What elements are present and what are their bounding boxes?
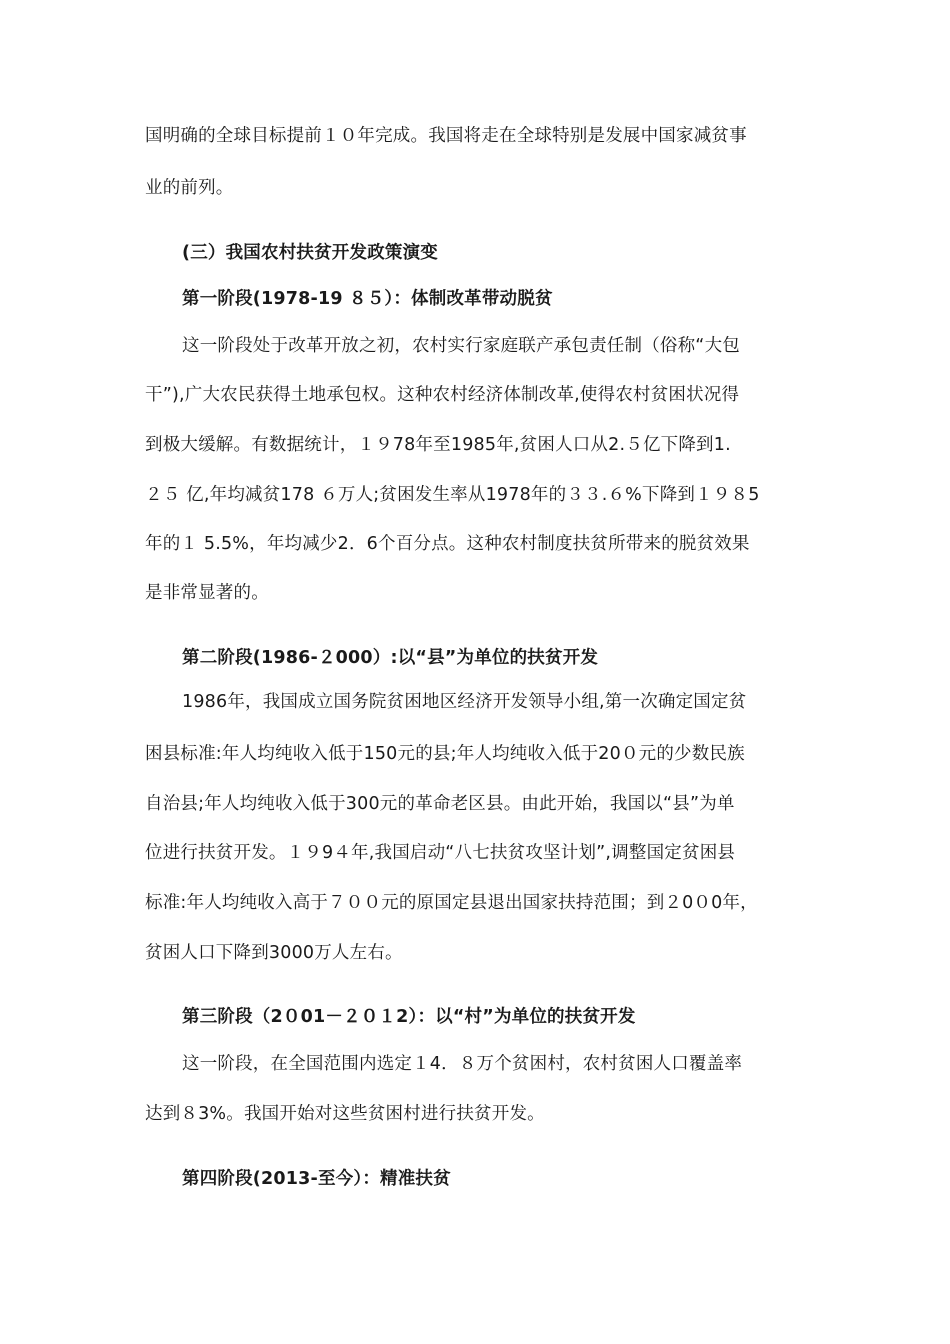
paragraph-line: 年的１ 5.5%，年均减少2．6个百分点。这种农村制度扶贫所带来的脱贫效果: [145, 534, 750, 554]
paragraph-line: 国明确的全球目标提前１０年完成。我国将走在全球特别是发展中国家减贫事: [145, 126, 747, 146]
paragraph-line: 标准:年人均纯收入高于７００元的原国定县退出国家扶持范围；到２0０0年，: [145, 893, 758, 913]
paragraph-line: 这一阶段处于改革开放之初，农村实行家庭联产承包责任制（俗称“大包: [182, 336, 740, 356]
section-heading: (三）我国农村扶贫开发政策演变: [182, 243, 438, 263]
paragraph-line: 位进行扶贫开发。１９9４年,我国启动“八七扶贫攻坚计划”,调整国定贫困县: [145, 843, 736, 863]
paragraph-line: 1986年，我国成立国务院贫困地区经济开发领导小组,第一次确定国定贫: [182, 692, 747, 712]
stage-heading: 第四阶段(2013-至今）：精准扶贫: [182, 1169, 451, 1189]
stage-heading: 第一阶段(1978-19 ８５）：体制改革带动脱贫: [182, 289, 553, 309]
paragraph-line: 这一阶段，在全国范围内选定１4．８万个贫困村，农村贫困人口覆盖率: [182, 1054, 743, 1074]
paragraph-line: 到极大缓解。有数据统计，１９78年至1985年,贫困人口从2.５亿下降到1.: [145, 435, 731, 455]
paragraph-line: 自治县;年人均纯收入低于300元的革命老区县。由此开始，我国以“县”为单: [145, 794, 735, 814]
paragraph-line: 干”),广大农民获得土地承包权。这种农村经济体制改革,使得农村贫困状况得: [145, 385, 740, 405]
paragraph-line: ２５ 亿,年均减贫178 ６万人;贫困发生率从1978年的３３.６%下降到１９８5: [145, 485, 760, 505]
paragraph-line: 业的前列。: [145, 178, 234, 198]
paragraph-line: 困县标准:年人均纯收入低于150元的县;年人均纯收入低于20０元的少数民族: [145, 744, 745, 764]
stage-heading: 第三阶段（2０01－２０１2）：以“村”为单位的扶贫开发: [182, 1007, 636, 1027]
paragraph-line: 是非常显著的。: [145, 583, 269, 603]
paragraph-line: 贫困人口下降到3000万人左右。: [145, 943, 403, 963]
paragraph-line: 达到８3%。我国开始对这些贫困村进行扶贫开发。: [145, 1104, 545, 1124]
stage-heading: 第二阶段(1986-２000）:以“县”为单位的扶贫开发: [182, 648, 599, 668]
